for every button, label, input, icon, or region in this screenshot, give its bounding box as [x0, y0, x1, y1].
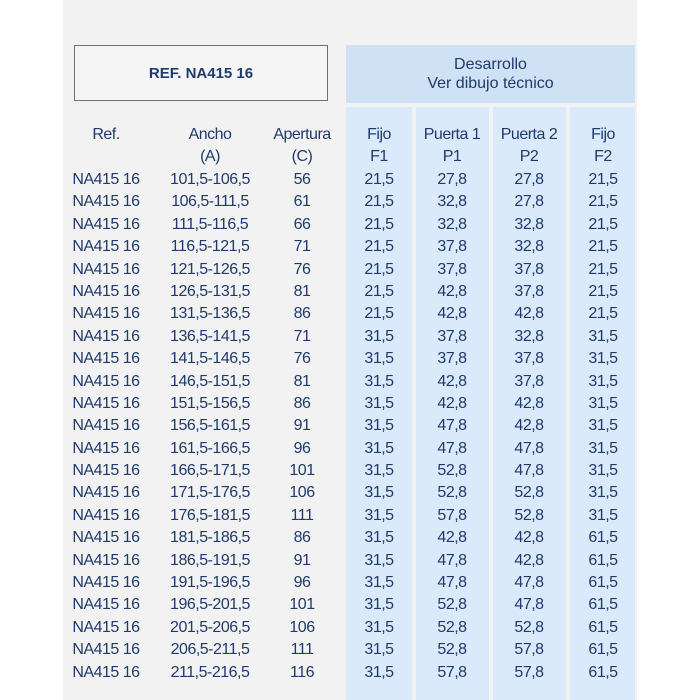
cell-puerta-p2: 32,8	[514, 238, 544, 256]
header-fijo-f2	[571, 124, 636, 168]
cell-fijo-f2: 31,5	[588, 462, 618, 480]
cell-apertura: 71	[293, 327, 311, 345]
cell-ref: NA415 16	[72, 305, 140, 323]
development-title: Desarrollo	[454, 56, 527, 73]
cell-ancho: 126,5-131,5	[170, 282, 250, 300]
cell-apertura: 86	[293, 529, 311, 547]
cell-puerta-p2: 42,8	[514, 305, 544, 323]
cell-fijo-f1: 21,5	[364, 215, 394, 233]
cell-fijo-f2: 61,5	[588, 551, 618, 569]
cell-ancho: 181,5-186,5	[170, 529, 250, 547]
cell-puerta-p2: 32,8	[514, 327, 544, 345]
cell-puerta-p2: 52,8	[514, 618, 544, 636]
header-ancho-sublabel: (A)	[200, 148, 220, 165]
header-ref	[66, 124, 146, 146]
cell-ref: NA415 16	[72, 439, 140, 457]
header-fijo-f1-label: Fijo	[367, 126, 391, 143]
cell-ancho: 176,5-181,5	[170, 506, 250, 524]
cell-ref: NA415 16	[72, 372, 140, 390]
header-fijo-f2-label: Fijo	[591, 126, 615, 143]
cell-ancho: 111,5-116,5	[171, 215, 249, 233]
cell-fijo-f1: 21,5	[364, 260, 394, 278]
cell-puerta-p2: 52,8	[514, 506, 544, 524]
cell-fijo-f1: 31,5	[364, 641, 394, 659]
cell-puerta-p1: 47,8	[437, 439, 467, 457]
header-puerta-p2	[493, 124, 566, 168]
cell-apertura: 71	[293, 238, 311, 256]
table-row	[0, 190, 700, 212]
cell-puerta-p1: 57,8	[437, 663, 467, 681]
cell-puerta-p2: 47,8	[514, 574, 544, 592]
table-row	[0, 504, 700, 526]
table-row	[0, 213, 700, 235]
cell-fijo-f2: 21,5	[588, 260, 618, 278]
cell-puerta-p1: 52,8	[437, 618, 467, 636]
table-row	[0, 437, 700, 459]
cell-apertura: 76	[293, 350, 311, 368]
cell-fijo-f2: 61,5	[588, 574, 618, 592]
cell-puerta-p1: 37,8	[437, 238, 467, 256]
table-row	[0, 593, 700, 615]
cell-ref: NA415 16	[72, 171, 140, 188]
cell-fijo-f1: 31,5	[364, 462, 394, 480]
cell-fijo-f2: 21,5	[588, 193, 618, 211]
cell-ref: NA415 16	[72, 394, 140, 412]
cell-ref: NA415 16	[72, 618, 140, 636]
cell-fijo-f2: 21,5	[588, 215, 618, 233]
cell-fijo-f1: 31,5	[364, 394, 394, 412]
cell-puerta-p2: 42,8	[514, 529, 544, 547]
table-row	[0, 481, 700, 503]
cell-puerta-p2: 37,8	[514, 372, 544, 390]
header-apertura-sublabel: (C)	[291, 148, 313, 165]
cell-ancho: 101,5-106,5	[170, 171, 250, 188]
cell-ancho: 166,5-171,5	[170, 462, 250, 480]
header-fijo-f1-sublabel: F1	[370, 148, 388, 165]
cell-ref: NA415 16	[72, 238, 140, 256]
cell-apertura: 101	[289, 596, 315, 614]
header-ref-label: Ref.	[92, 126, 120, 143]
cell-ref: NA415 16	[72, 596, 140, 614]
cell-ancho: 161,5-166,5	[170, 439, 250, 457]
cell-fijo-f1: 31,5	[364, 506, 394, 524]
cell-apertura: 81	[293, 372, 311, 390]
cell-ancho: 156,5-161,5	[170, 417, 250, 435]
cell-ancho: 136,5-141,5	[170, 327, 250, 345]
cell-puerta-p2: 32,8	[514, 215, 544, 233]
cell-fijo-f1: 31,5	[364, 439, 394, 457]
table-body	[0, 168, 700, 683]
cell-fijo-f1: 31,5	[364, 618, 394, 636]
cell-fijo-f2: 31,5	[588, 506, 618, 524]
cell-fijo-f1: 31,5	[364, 596, 394, 614]
cell-puerta-p1: 32,8	[437, 193, 467, 211]
cell-fijo-f1: 21,5	[364, 238, 394, 256]
cell-puerta-p1: 42,8	[437, 394, 467, 412]
cell-puerta-p1: 47,8	[437, 551, 467, 569]
cell-ref: NA415 16	[72, 641, 140, 659]
table-row	[0, 414, 700, 436]
table-row	[0, 347, 700, 369]
cell-apertura: 106	[289, 484, 315, 502]
reference-title: REF. NA415 16	[148, 64, 254, 82]
cell-ancho: 151,5-156,5	[170, 394, 250, 412]
header-puerta-p1	[416, 124, 489, 168]
cell-puerta-p1: 42,8	[437, 305, 467, 323]
table-row	[0, 571, 700, 593]
development-subtitle: Ver dibujo técnico	[427, 75, 554, 92]
cell-puerta-p1: 57,8	[437, 506, 467, 524]
cell-fijo-f2: 61,5	[588, 618, 618, 636]
cell-puerta-p2: 37,8	[514, 282, 544, 300]
cell-puerta-p2: 57,8	[514, 663, 544, 681]
cell-apertura: 116	[289, 663, 314, 681]
cell-ref: NA415 16	[72, 282, 140, 300]
cell-fijo-f1: 31,5	[364, 574, 394, 592]
cell-fijo-f1: 21,5	[364, 193, 394, 211]
cell-apertura: 96	[293, 574, 311, 592]
cell-ref: NA415 16	[72, 529, 140, 547]
cell-apertura: 91	[293, 417, 311, 435]
cell-puerta-p2: 27,8	[514, 171, 544, 188]
cell-fijo-f2: 31,5	[588, 372, 618, 390]
cell-puerta-p2: 42,8	[514, 417, 544, 435]
cell-fijo-f2: 21,5	[588, 282, 618, 300]
cell-fijo-f1: 31,5	[364, 350, 394, 368]
cell-apertura: 81	[293, 282, 311, 300]
cell-ancho: 211,5-216,5	[170, 663, 250, 681]
cell-puerta-p2: 42,8	[514, 551, 544, 569]
table-row	[0, 526, 700, 548]
cell-puerta-p2: 27,8	[514, 193, 544, 211]
cell-puerta-p1: 52,8	[437, 641, 467, 659]
cell-fijo-f1: 21,5	[364, 171, 394, 188]
table-row	[0, 168, 700, 190]
cell-fijo-f2: 31,5	[588, 327, 618, 345]
cell-puerta-p1: 52,8	[437, 462, 467, 480]
cell-fijo-f2: 61,5	[588, 596, 618, 614]
cell-ancho: 171,5-176,5	[170, 484, 250, 502]
header-puerta-p2-label: Puerta 2	[500, 126, 558, 143]
cell-ref: NA415 16	[72, 484, 140, 502]
cell-ancho: 201,5-206,5	[170, 618, 250, 636]
table-row	[0, 616, 700, 638]
cell-fijo-f2: 61,5	[588, 641, 618, 659]
cell-apertura: 61	[293, 193, 311, 211]
cell-ancho: 141,5-146,5	[170, 350, 250, 368]
cell-puerta-p2: 37,8	[514, 260, 544, 278]
cell-fijo-f2: 21,5	[588, 238, 618, 256]
cell-fijo-f1: 21,5	[364, 282, 394, 300]
cell-ref: NA415 16	[72, 215, 140, 233]
cell-fijo-f2: 21,5	[588, 305, 618, 323]
cell-ref: NA415 16	[72, 574, 140, 592]
header-puerta-p2-sublabel: P2	[519, 148, 539, 165]
cell-ancho: 146,5-151,5	[170, 372, 250, 390]
cell-puerta-p1: 47,8	[437, 574, 467, 592]
table-row	[0, 235, 700, 257]
cell-ref: NA415 16	[72, 462, 140, 480]
cell-fijo-f1: 31,5	[364, 663, 394, 681]
cell-fijo-f2: 31,5	[588, 484, 618, 502]
cell-ancho: 131,5-136,5	[170, 305, 250, 323]
reference-title-box	[74, 45, 328, 101]
cell-puerta-p1: 37,8	[437, 327, 467, 345]
cell-ancho: 106,5-111,5	[171, 193, 249, 211]
cell-puerta-p2: 57,8	[514, 641, 544, 659]
cell-puerta-p1: 52,8	[437, 484, 467, 502]
table-row	[0, 325, 700, 347]
cell-ref: NA415 16	[72, 551, 140, 569]
cell-fijo-f2: 61,5	[588, 529, 618, 547]
cell-puerta-p1: 37,8	[437, 260, 467, 278]
cell-puerta-p2: 52,8	[514, 484, 544, 502]
cell-fijo-f1: 31,5	[364, 529, 394, 547]
table-row	[0, 392, 700, 414]
cell-puerta-p2: 47,8	[514, 439, 544, 457]
header-puerta-p1-label: Puerta 1	[423, 126, 481, 143]
cell-fijo-f2: 61,5	[588, 663, 618, 681]
cell-ancho: 186,5-191,5	[170, 551, 250, 569]
cell-ref: NA415 16	[72, 417, 140, 435]
cell-puerta-p1: 37,8	[437, 350, 467, 368]
cell-ref: NA415 16	[72, 260, 140, 278]
cell-fijo-f1: 31,5	[364, 551, 394, 569]
cell-ancho: 191,5-196,5	[170, 574, 250, 592]
cell-ref: NA415 16	[72, 350, 140, 368]
cell-fijo-f2: 31,5	[588, 350, 618, 368]
cell-apertura: 96	[293, 439, 311, 457]
header-ancho	[160, 124, 260, 168]
cell-puerta-p2: 47,8	[514, 462, 544, 480]
cell-apertura: 56	[293, 171, 311, 188]
cell-puerta-p1: 42,8	[437, 282, 467, 300]
table-row	[0, 258, 700, 280]
cell-puerta-p1: 52,8	[437, 596, 467, 614]
cell-fijo-f1: 31,5	[364, 484, 394, 502]
cell-apertura: 106	[289, 618, 315, 636]
table-row	[0, 302, 700, 324]
cell-fijo-f2: 31,5	[588, 394, 618, 412]
cell-apertura: 66	[293, 215, 311, 233]
cell-fijo-f1: 31,5	[364, 327, 394, 345]
cell-ref: NA415 16	[72, 663, 140, 681]
cell-apertura: 111	[290, 506, 314, 524]
cell-puerta-p1: 42,8	[437, 372, 467, 390]
cell-apertura: 86	[293, 305, 311, 323]
table-row	[0, 638, 700, 660]
cell-ancho: 196,5-201,5	[170, 596, 250, 614]
table-row	[0, 280, 700, 302]
header-apertura-label: Apertura	[273, 126, 331, 143]
cell-puerta-p1: 42,8	[437, 529, 467, 547]
cell-fijo-f2: 31,5	[588, 439, 618, 457]
cell-apertura: 76	[293, 260, 311, 278]
cell-puerta-p2: 47,8	[514, 596, 544, 614]
table-row	[0, 370, 700, 392]
header-apertura	[262, 124, 342, 168]
cell-ref: NA415 16	[72, 506, 140, 524]
table-row	[0, 661, 700, 683]
cell-puerta-p2: 42,8	[514, 394, 544, 412]
cell-fijo-f2: 21,5	[588, 171, 618, 188]
cell-puerta-p1: 47,8	[437, 417, 467, 435]
cell-apertura: 86	[293, 394, 311, 412]
cell-ancho: 116,5-121,5	[170, 238, 250, 256]
cell-apertura: 101	[289, 462, 315, 480]
cell-fijo-f1: 31,5	[364, 417, 394, 435]
cell-fijo-f1: 21,5	[364, 305, 394, 323]
cell-puerta-p1: 27,8	[437, 171, 467, 188]
cell-ancho: 206,5-211,5	[170, 641, 250, 659]
cell-apertura: 91	[293, 551, 311, 569]
cell-ref: NA415 16	[72, 327, 140, 345]
table-row	[0, 549, 700, 571]
cell-fijo-f2: 31,5	[588, 417, 618, 435]
cell-fijo-f1: 31,5	[364, 372, 394, 390]
cell-puerta-p1: 32,8	[437, 215, 467, 233]
cell-puerta-p2: 37,8	[514, 350, 544, 368]
cell-ancho: 121,5-126,5	[170, 260, 250, 278]
development-box	[346, 45, 635, 103]
cell-apertura: 111	[290, 641, 314, 659]
cell-ref: NA415 16	[72, 193, 140, 211]
header-ancho-label: Ancho	[188, 126, 232, 143]
table-row	[0, 459, 700, 481]
header-fijo-f1	[346, 124, 412, 168]
header-fijo-f2-sublabel: F2	[594, 148, 612, 165]
header-puerta-p1-sublabel: P1	[442, 148, 462, 165]
